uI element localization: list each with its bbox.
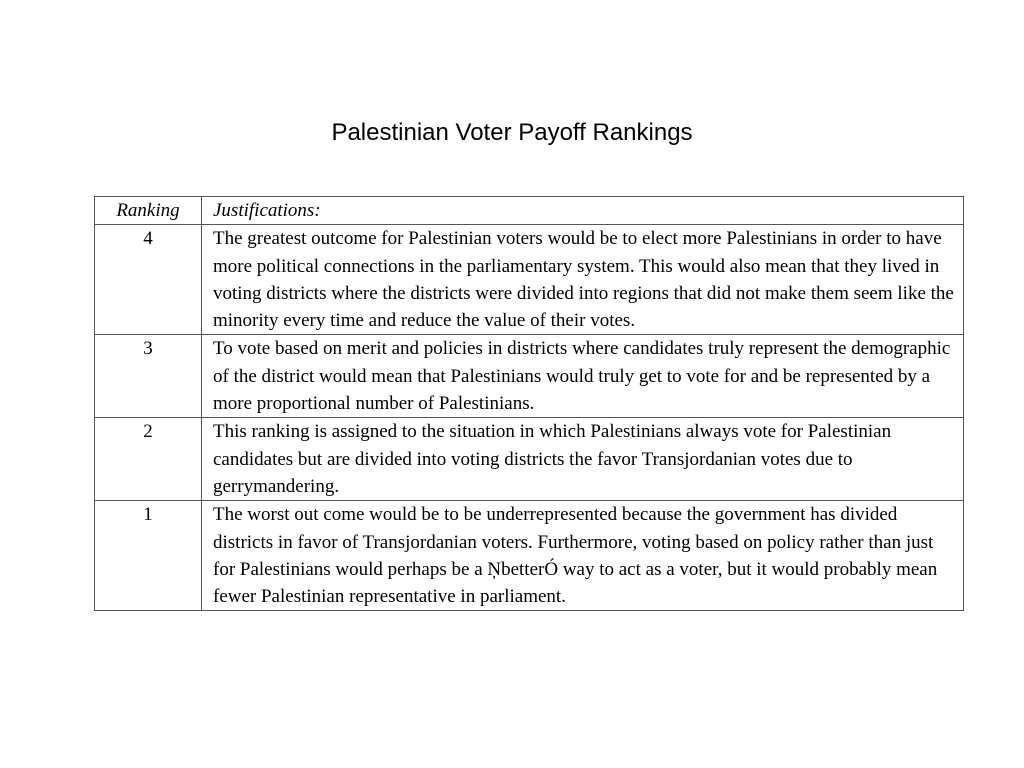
table-row (95, 335, 964, 418)
slide-title: Palestinian Voter Payoff Rankings (331, 119, 693, 146)
ranking-cell: 4 (95, 225, 202, 335)
ranking-cell: 3 (95, 335, 202, 418)
rankings-table (94, 196, 964, 611)
table-row (95, 225, 964, 335)
ranking-column-header: Ranking (95, 197, 202, 225)
table-header-row (95, 197, 964, 225)
table-row (95, 418, 964, 501)
justification-cell: This ranking is assigned to the situation in which Palestinians always vote for Palestinian candidates but are divided into voting districts the favor Transjordanian votes due to gerrymandering. (202, 418, 964, 501)
ranking-cell: 1 (95, 501, 202, 611)
justification-cell: To vote based on merit and policies in districts where candidates truly represent the demographic of the district would mean that Palestinians would truly get to vote for and be represented by a more proportional number of Palestinians. (202, 335, 964, 418)
ranking-cell: 2 (95, 418, 202, 501)
table-row (95, 501, 964, 611)
justifications-column-header: Justifications: (202, 197, 964, 225)
justification-cell: The worst out come would be to be underrepresented because the government has divided districts in favor of Transjordanian voters. Furthermore, voting based on policy rather than just for Palestinians would perhaps be a ŅbetterÓ way to act as a voter, but it would probably mean fewer Palestinian representative in parliament. (202, 501, 964, 611)
justification-cell: The greatest outcome for Palestinian voters would be to elect more Palestinians in order to have more political connections in the parliamentary system. This would also mean that they lived in voting districts where the districts were divided into regions that did not make them seem like the minority every time and reduce the value of their votes. (202, 225, 964, 335)
